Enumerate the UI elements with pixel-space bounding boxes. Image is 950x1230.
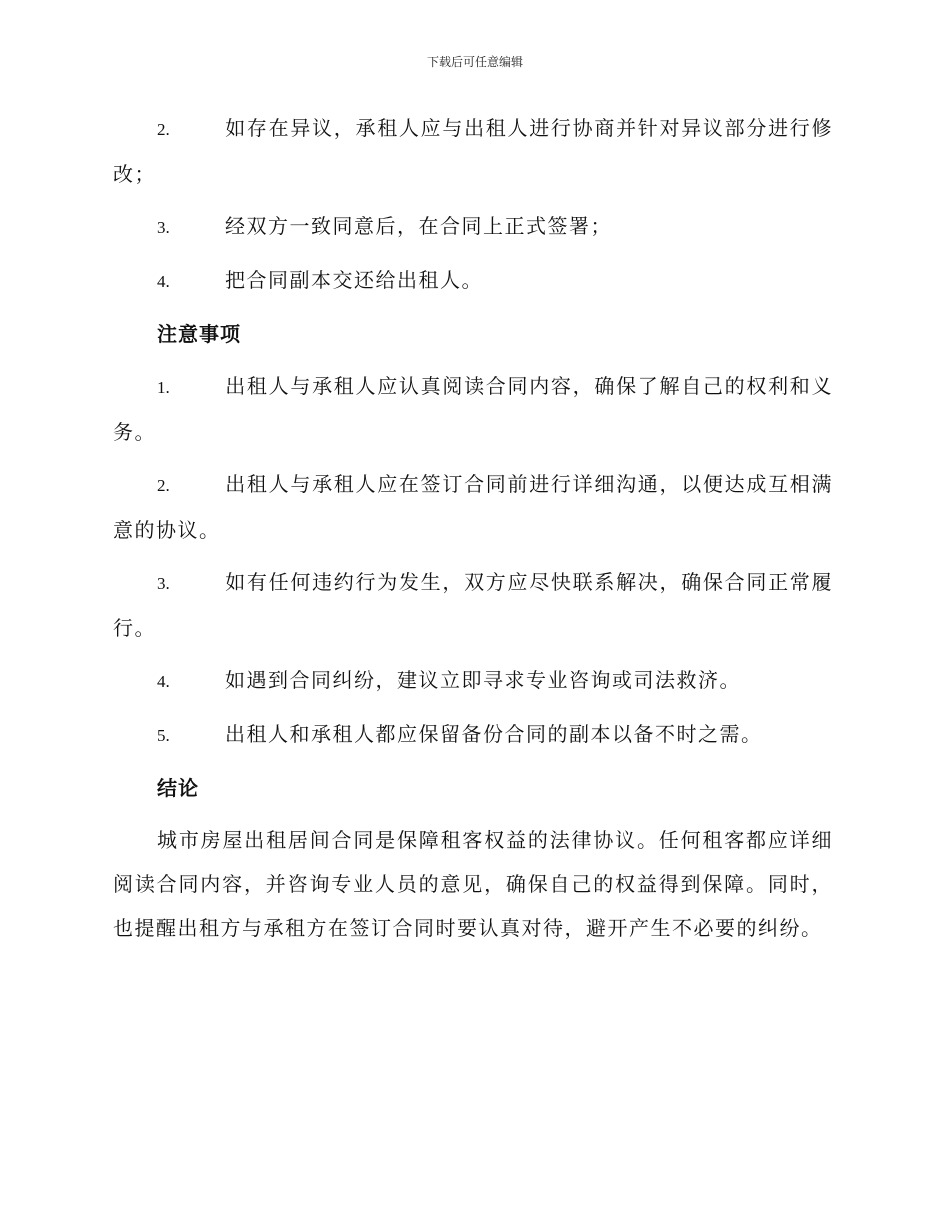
list-number: 1. bbox=[157, 378, 170, 397]
list-text: 经双方一致同意后，在合同上正式签署； bbox=[225, 214, 612, 238]
page-header: 下载后可任意编辑 bbox=[426, 55, 523, 69]
notes-heading: 注意事项 bbox=[157, 322, 241, 346]
list-item bbox=[113, 658, 833, 704]
list-number: 4. bbox=[157, 672, 170, 691]
list-text: 出租人与承租人应认真阅读合同内容，确保了解自己的权利和义务。 bbox=[113, 374, 833, 444]
document-body bbox=[113, 106, 833, 950]
list-item bbox=[113, 204, 833, 250]
list-text: 出租人和承租人都应保留备份合同的副本以备不时之需。 bbox=[225, 722, 763, 746]
list-text: 如存在异议，承租人应与出租人进行协商并针对异议部分进行修改； bbox=[113, 116, 833, 186]
list-number: 2. bbox=[157, 476, 170, 495]
list-text: 出租人与承租人应在签订合同前进行详细沟通，以便达成互相满意的协议。 bbox=[113, 472, 833, 542]
list-number: 5. bbox=[157, 726, 170, 745]
list-item bbox=[113, 560, 833, 650]
list-number: 2. bbox=[157, 120, 170, 139]
list-number: 3. bbox=[157, 574, 170, 593]
list-item bbox=[113, 106, 833, 196]
list-item bbox=[113, 258, 833, 304]
list-item bbox=[113, 462, 833, 552]
conclusion-heading: 结论 bbox=[157, 776, 199, 800]
list-text: 把合同副本交还给出租人。 bbox=[225, 268, 483, 292]
list-item bbox=[113, 364, 833, 454]
list-number: 3. bbox=[157, 218, 170, 237]
list-number: 4. bbox=[157, 272, 170, 291]
list-text: 如遇到合同纠纷，建议立即寻求专业咨询或司法救济。 bbox=[225, 668, 741, 692]
conclusion-paragraph: 城市房屋出租居间合同是保障租客权益的法律协议。任何租客都应详细阅读合同内容，并咨询专业人员的意见，确保自己的权益得到保障。同时，也提醒出租方与承租方在签订合同时要认真对待，避开产生不必要的纠纷。 bbox=[113, 828, 833, 940]
list-item bbox=[113, 712, 833, 758]
list-text: 如有任何违约行为发生，双方应尽快联系解决，确保合同正常履行。 bbox=[113, 570, 833, 640]
